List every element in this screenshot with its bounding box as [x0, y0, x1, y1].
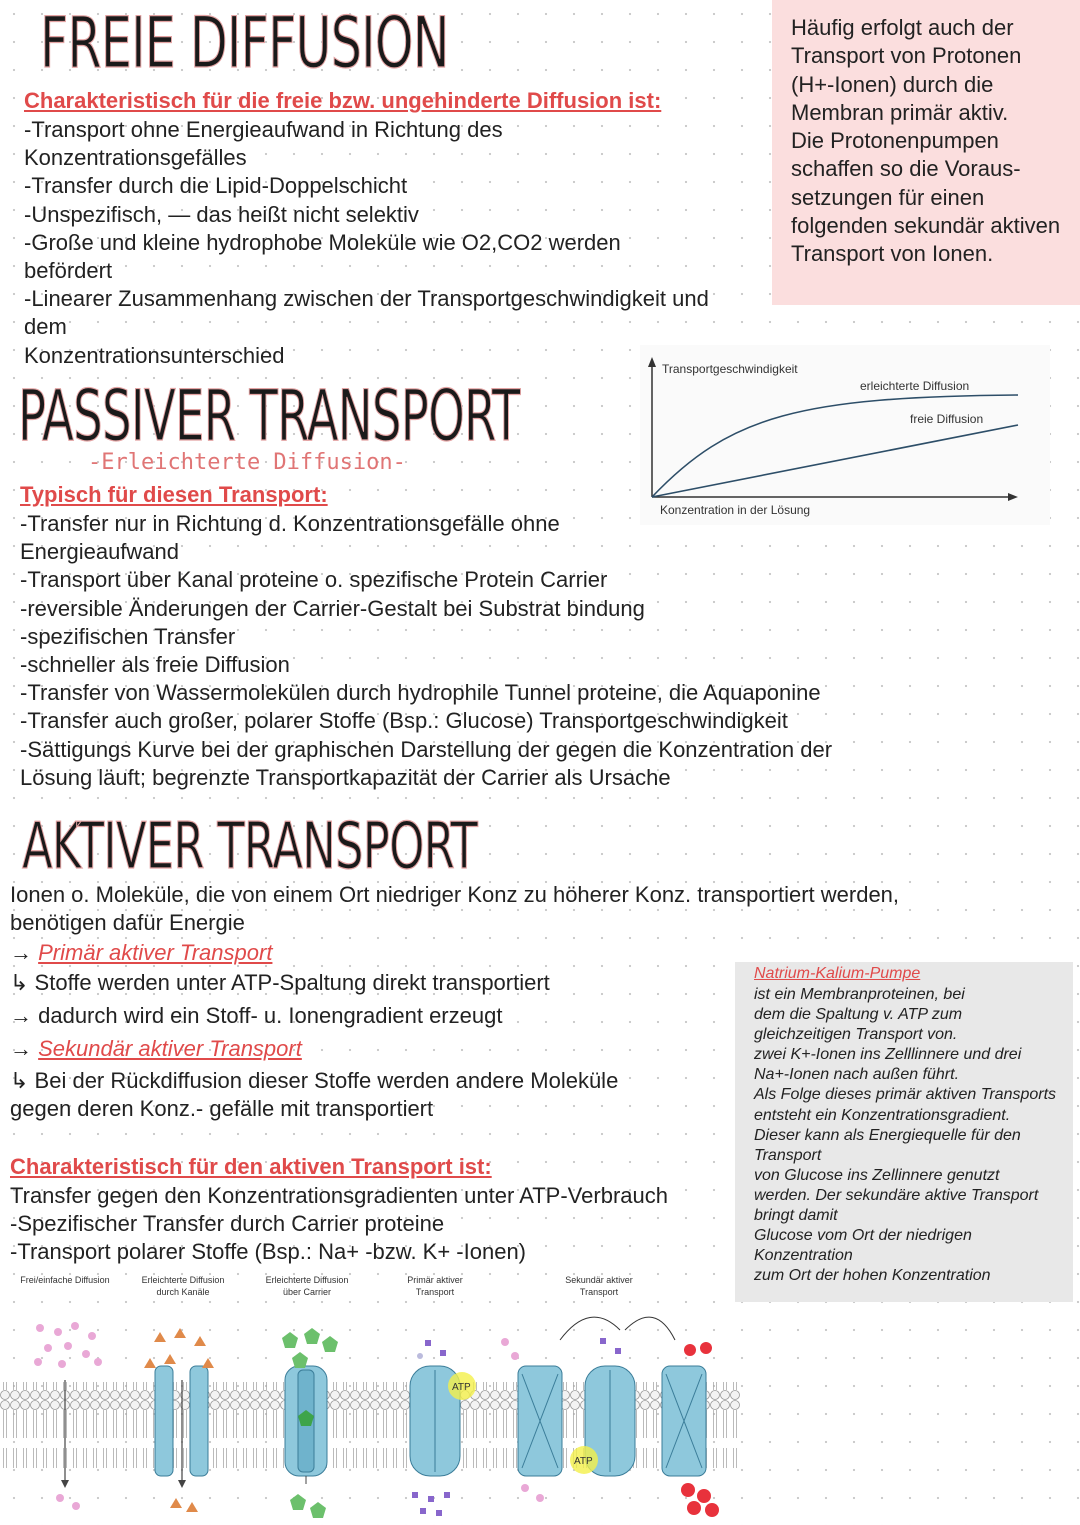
aktiv-intro: Ionen o. Moleküle, die von einem Ort niedriger Konz zu höherer Konz. transportiert werden, benötigen dafür Energie: [10, 882, 900, 936]
graph-curve2-label: freie Diffusion: [910, 412, 984, 426]
heading-freie-diffusion: Charakteristisch für die freie bzw. ungehinderte Diffusion ist:: [24, 88, 662, 113]
transport-graph: [640, 345, 1050, 525]
atp-label-primary: ATP: [452, 1382, 471, 1393]
graph-xlabel: Konzentration in der Lösung: [660, 503, 811, 517]
arrow-primaer: →: [10, 940, 32, 965]
subtitle-erleichterte-diffusion: -Erleichterte Diffusion-: [88, 450, 406, 475]
note-nakp-heading: Natrium-Kalium-Pumpe: [754, 965, 921, 982]
note-natrium-kalium-pumpe: [735, 962, 1073, 1302]
secondary-active-transport: [501, 1317, 719, 1517]
title-passiver-transport: PASSIVER TRANSPORT: [18, 375, 520, 457]
arrow-sekundaer: →: [10, 1036, 32, 1061]
sekundaer-line: [10, 1036, 302, 1062]
body-freie-diffusion: -Transport ohne Energieaufwand in Richtung des Konzentrationsgefälles -Transfer durch die Lipid-Doppelschicht -Unspezifisch, — das heißt nicht selektiv -Große und kleine hydrophobe Moleküle wie O2,CO2 werden befördert -Linearer Zusammenhang zwischen der Transportgeschwindigkeit und dem Konzentrationsunterschied: [24, 117, 709, 368]
title-aktiver-transport: AKTIVER TRANSPORT: [22, 810, 478, 884]
note-nakp-body: ist ein Membranproteinen, bei dem die Spaltung v. ATP zum gleichzeitigen Transport von. zwei K+-Ionen ins Zelllinnere und drei Na+-Ionen nach außen führt. Als Folge dieses primär aktiven Transports entsteht ein Konzentrationsgradient. Dieser kann als Energiequelle für den Transport von Glucose ins Zellinnere genutzt werden. Der sekundäre aktive Transport bringt damit Glucose vom Ort der niedrigen Konzentration zum Ort der hohen Konzentration: [754, 986, 1057, 1285]
note-protonen-text: Häufig erfolgt auch der Transport von Protonen (H+-Ionen) durch die Membran primär aktiv. Die Protonenpumpen schaffen so die Voraus- setzungen für einen folgenden sekundär aktiven Transport von Ionen.: [791, 15, 1061, 267]
aktiv-line2: → dadurch wird ein Stoff- u. Ionengradient erzeugt: [10, 1003, 503, 1028]
body-aktiver-transport: Transfer gegen den Konzentrationsgradienten unter ATP-Verbrauch -Spezifischer Transfer durch Carrier proteine -Transport polarer Stoffe (Bsp.: Na+ -bzw. K+ -Ionen): [10, 1183, 668, 1265]
diagram-label-carrier: Erleichterte Diffusion über Carrier: [265, 1275, 349, 1297]
graph-ylabel: Transportgeschwindigkeit: [662, 362, 798, 376]
aktiv-line1: ↳ Stoffe werden unter ATP-Spaltung direkt transportiert: [10, 970, 550, 995]
aktiv-line3: ↳ Bei der Rückdiffusion dieser Stoffe werden andere Moleküle gegen deren Konz.- gefälle mit transportiert: [10, 1068, 619, 1122]
heading-passiver-transport: Typisch für diesen Transport:: [20, 482, 328, 507]
title-freie-diffusion: FREIE DIFFUSION: [40, 2, 449, 84]
graph-curve1-label: erleichterte Diffusion: [860, 379, 970, 393]
diagram-label-frei: Frei/einfache Diffusion: [20, 1275, 110, 1285]
diagram-label-sekundaer: Sekundär aktiver Transport: [565, 1275, 633, 1297]
body-passiver-transport: -Transfer nur in Richtung d. Konzentrationsgefälle ohne Energieaufwand -Transport über Kanal proteine o. spezifische Protein Carrier -reversible Änderungen der Carrier-Gestalt bei Substrat bindung -spezifischen Transfer -schneller als freie Diffusion -Transfer von Wassermolekülen durch hydrophile Tunnel proteine, die Aquaponine -Transfer auch großer, polarer Stoffe (Bsp.: Glucose) Transportgeschwindigkeit -Sättigungs Kurve bei der graphischen Darstellung der gegen die Konzentration der Lösung läuft; begrenzte Transportkapazität der Carrier als Ursache: [20, 511, 833, 790]
primaer-aktiver-transport: Primär aktiver Transport: [38, 940, 273, 965]
heading-aktiver-transport: Charakteristisch für den aktiven Transport ist:: [10, 1154, 492, 1179]
sekundaer-aktiver-transport: Sekundär aktiver Transport: [38, 1036, 302, 1061]
primaer-line: [10, 940, 272, 966]
atp-label-secondary: ATP: [574, 1456, 593, 1467]
diagram-label-kanaele: Erleichterte Diffusion durch Kanäle: [141, 1275, 225, 1297]
diagram-label-primaer: Primär aktiver Transport: [407, 1275, 463, 1297]
membrane-diagram: [0, 1270, 740, 1525]
note-protonen: [772, 0, 1080, 305]
